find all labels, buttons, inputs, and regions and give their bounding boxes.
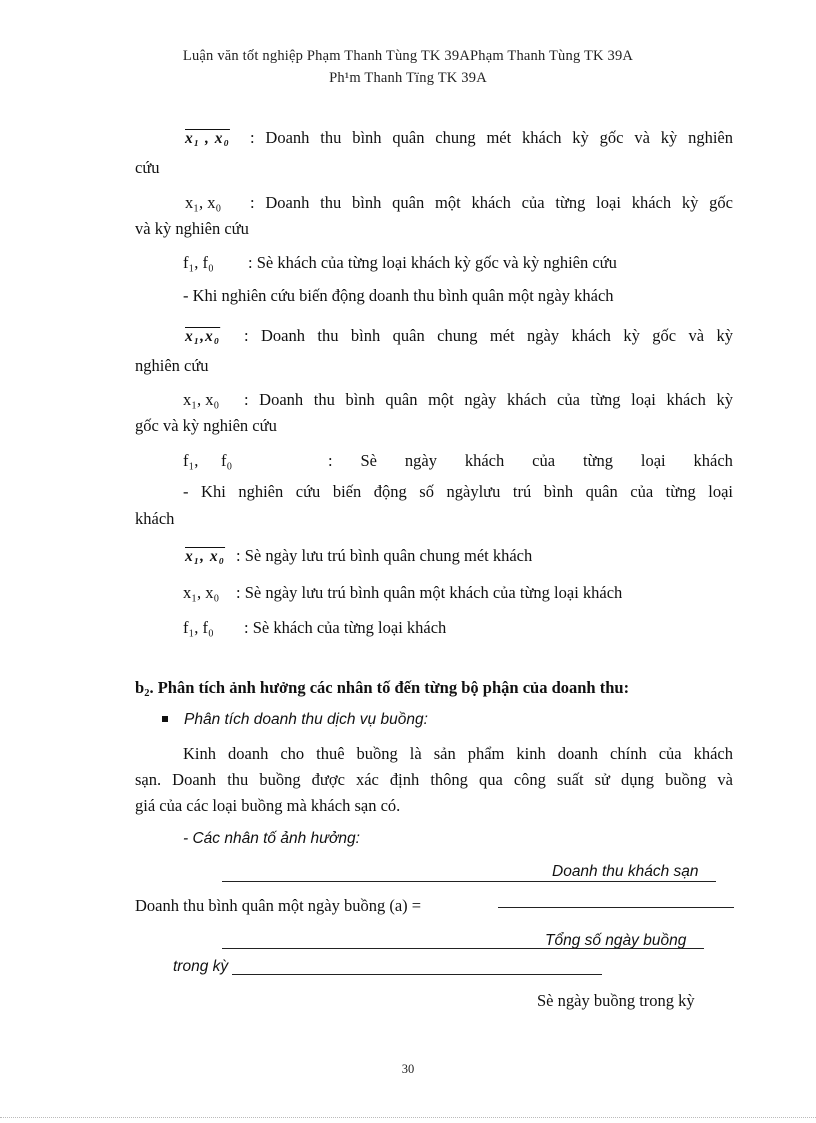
def-1-text: : Doanh thu bình quân chung mét khách kỳ gốc và kỳ nghiên bbox=[250, 128, 733, 147]
page-bottom-border bbox=[0, 1117, 816, 1118]
header-line-2: Ph¹m Thanh Tïng TK 39A bbox=[329, 70, 487, 86]
denominator-underline-2 bbox=[232, 974, 602, 975]
mean-symbol-3: x₁, x₀ bbox=[185, 548, 226, 565]
bullet-square-icon bbox=[162, 716, 168, 722]
section-line-luu-tru: - Khi nghiên cứu biến động số ngàylưu trú bình quân của từng loại bbox=[183, 482, 733, 501]
formula-numerator: Doanh thu khách sạn bbox=[552, 863, 699, 880]
formula-lhs: Doanh thu bình quân một ngày buồng (a) = bbox=[135, 896, 422, 915]
var-f-3: f₁, f₀ bbox=[183, 618, 214, 637]
numerator-underline bbox=[222, 881, 716, 882]
formula-last-line: Sè ngày buồng trong kỳ bbox=[537, 991, 695, 1010]
def-5-continued: gốc và kỳ nghiên cứu bbox=[135, 416, 277, 435]
factors-label: - Các nhân tố ảnh hưởng: bbox=[183, 830, 360, 847]
formula-denominator-2: trong kỳ bbox=[173, 958, 229, 975]
var-x-2: x₁, x₀ bbox=[183, 390, 220, 409]
section-heading: $b_2$. Phân tích ảnh hưởng các nhân tố đến từng bộ phận của doanh thu: bbox=[135, 678, 630, 699]
def-2-text: : Doanh thu bình quân một khách của từng loại khách kỳ gốc bbox=[250, 193, 733, 212]
def-9-text: : Sè khách của từng loại khách bbox=[244, 618, 447, 637]
var-x-3: x₁, x₀ bbox=[183, 583, 220, 602]
def-1-continued: cứu bbox=[135, 158, 160, 177]
section-line-luu-tru-continued: khách bbox=[135, 509, 175, 528]
def-5-text: : Doanh thu bình quân một ngày khách của từng loại khách kỳ bbox=[244, 390, 733, 409]
formula-denominator-1: Tổng số ngày buồng bbox=[545, 932, 687, 949]
def-3-text: : Sè khách của từng loại khách kỳ gốc và kỳ nghiên cứu bbox=[248, 253, 617, 272]
paragraph-line-3: giá của các loại buồng mà khách sạn có. bbox=[135, 796, 401, 815]
var-f-1: f₁, f₀ bbox=[183, 253, 214, 272]
page-number: 30 bbox=[401, 1062, 415, 1076]
section-line-ngay-khach: - Khi nghiên cứu biến động doanh thu bình quân một ngày khách bbox=[183, 286, 614, 305]
mean-symbol-1: x₁ , x₀ bbox=[185, 130, 230, 147]
def-6-text: : Sè ngày khách của từng loại khách bbox=[328, 451, 733, 470]
header-line-1: Luận văn tốt nghiệp Phạm Thanh Tùng TK 39APhạm Thanh Tùng TK 39A bbox=[182, 48, 634, 64]
paragraph-line-2: sạn. Doanh thu buồng được xác định thông qua công suất sử dụng buồng và bbox=[135, 770, 733, 789]
denominator-underline bbox=[222, 948, 704, 949]
var-x-1: x₁, x₀ bbox=[185, 193, 222, 212]
paragraph-line-1: Kinh doanh cho thuê buồng là sản phẩm kinh doanh chính của khách bbox=[183, 744, 733, 763]
def-4-continued: nghiên cứu bbox=[135, 356, 209, 375]
def-2-continued: và kỳ nghiên cứu bbox=[135, 219, 249, 238]
var-f-2b: f₀ bbox=[221, 451, 233, 470]
fraction-bar bbox=[498, 907, 734, 908]
bullet-text: Phân tích doanh thu dịch vụ buồng: bbox=[184, 711, 428, 728]
def-8-text: : Sè ngày lưu trú bình quân một khách của từng loại khách bbox=[236, 583, 623, 602]
mean-symbol-2: x₁,x₀ bbox=[185, 328, 221, 345]
def-4-text: : Doanh thu bình quân chung mét ngày khách kỳ gốc và kỳ bbox=[244, 326, 733, 345]
var-f-2a: f₁, bbox=[183, 451, 199, 470]
def-7-text: : Sè ngày lưu trú bình quân chung mét khách bbox=[236, 546, 533, 565]
